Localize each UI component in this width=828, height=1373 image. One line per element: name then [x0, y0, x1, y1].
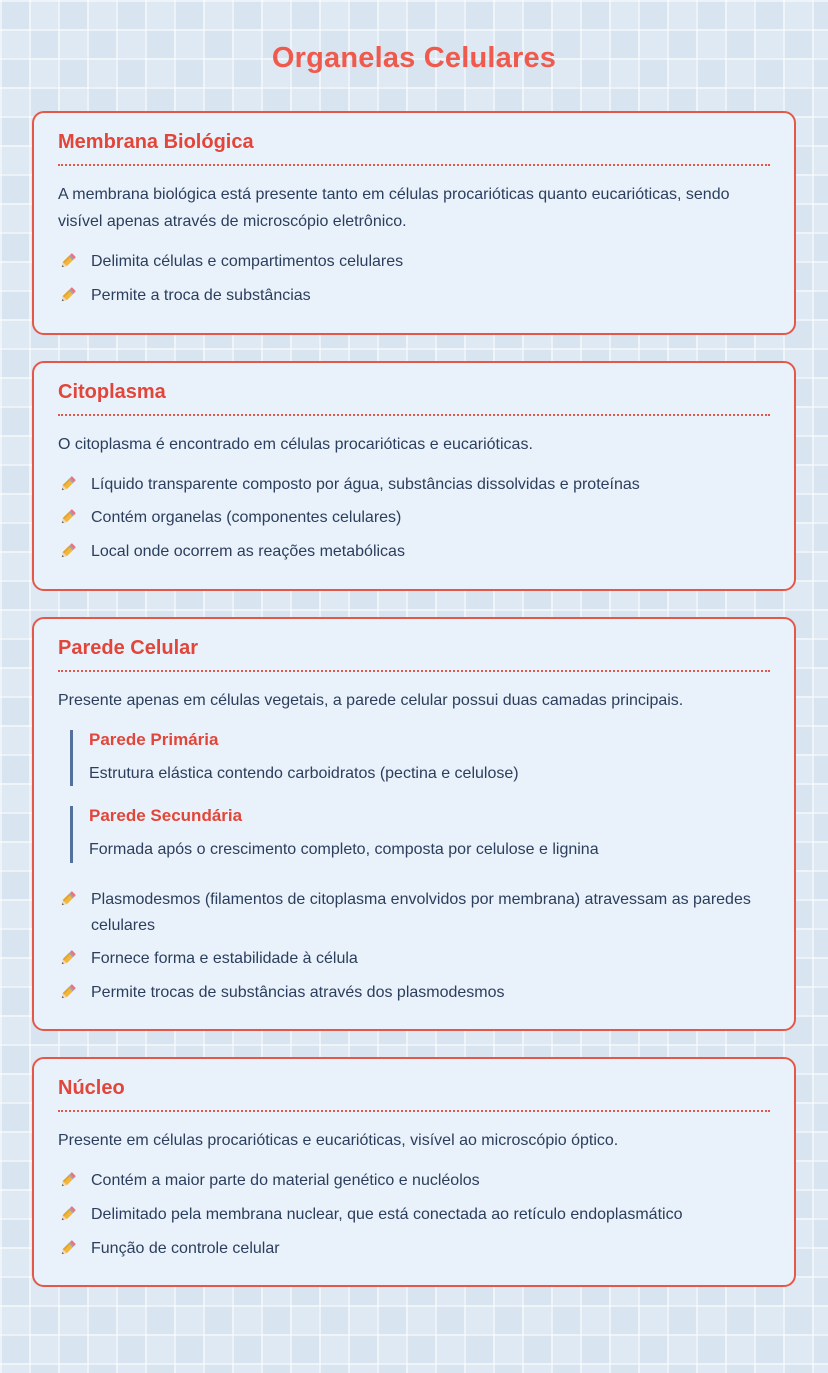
bullet-list	[58, 468, 770, 569]
bullet-list	[58, 883, 770, 1009]
list-item	[58, 245, 770, 279]
bullet-text: Delimita células e compartimentos celulares	[91, 253, 404, 271]
list-item	[58, 535, 770, 569]
bullet-text: Permite trocas de substâncias através dos plasmodesmos	[91, 983, 505, 1001]
pencil-icon	[58, 541, 78, 561]
list-item	[58, 1232, 770, 1266]
list-item	[58, 942, 770, 976]
section-parede-celular	[32, 617, 796, 1032]
pencil-icon	[58, 889, 78, 909]
pencil-icon	[58, 474, 78, 494]
pencil-icon	[58, 1204, 78, 1224]
bullet-text: Fornece forma e estabilidade à célula	[91, 950, 358, 968]
section-title: Núcleo	[58, 1077, 770, 1112]
section-intro: O citoplasma é encontrado em células procarióticas e eucarióticas.	[58, 435, 533, 453]
pencil-icon	[58, 982, 78, 1002]
section-membrana-biologica	[32, 111, 796, 335]
bullet-text: Plasmodesmos (filamentos de citoplasma envolvidos por membrana) atravessam as paredes celulares	[91, 890, 751, 934]
section-intro: Presente apenas em células vegetais, a parede celular possui duas camadas principais.	[58, 691, 684, 709]
pencil-icon	[58, 251, 78, 271]
section-intro: Presente em células procarióticas e eucarióticas, visível ao microscópio óptico.	[58, 1132, 619, 1150]
list-item	[58, 1198, 770, 1232]
subsection-parede-secundaria	[70, 806, 770, 863]
subsection-title: Parede Secundária	[89, 806, 243, 826]
bullet-text: Permite a troca de substâncias	[91, 286, 311, 304]
bullet-text: Local onde ocorrem as reações metabólicas	[91, 542, 405, 560]
subsection-parede-primaria	[70, 730, 770, 787]
subsection-text: Estrutura elástica contendo carboidratos (pectina e celulose)	[89, 764, 519, 782]
subsection-text: Formada após o crescimento completo, composta por celulose e lignina	[89, 841, 599, 859]
subsection-title: Parede Primária	[89, 729, 219, 749]
section-intro: A membrana biológica está presente tanto em células procarióticas quanto eucarióticas, sendo visível apenas através de microscópio eletrônico.	[58, 186, 730, 231]
page-title: Organelas Celulares	[271, 42, 557, 74]
section-title: Membrana Biológica	[58, 131, 770, 166]
bullet-text: Delimitado pela membrana nuclear, que está conectada ao retículo endoplasmático	[91, 1206, 683, 1224]
section-title: Parede Celular	[58, 637, 770, 672]
bullet-list	[58, 1164, 770, 1265]
list-item	[58, 976, 770, 1010]
bullet-text: Contém organelas (componentes celulares)	[91, 509, 402, 527]
pencil-icon	[58, 507, 78, 527]
list-item	[58, 279, 770, 313]
section-title: Citoplasma	[58, 381, 770, 416]
list-item	[58, 1164, 770, 1198]
pencil-icon	[58, 285, 78, 305]
bullet-text: Função de controle celular	[91, 1239, 280, 1257]
pencil-icon	[58, 1170, 78, 1190]
section-citoplasma	[32, 361, 796, 591]
list-item	[58, 883, 770, 942]
list-item	[58, 468, 770, 502]
bullet-text: Líquido transparente composto por água, substâncias dissolvidas e proteínas	[91, 475, 640, 493]
pencil-icon	[58, 948, 78, 968]
pencil-icon	[58, 1238, 78, 1258]
bullet-list	[58, 245, 770, 312]
bullet-text: Contém a maior parte do material genético e nucléolos	[91, 1172, 480, 1190]
section-nucleo	[32, 1057, 796, 1287]
list-item	[58, 501, 770, 535]
